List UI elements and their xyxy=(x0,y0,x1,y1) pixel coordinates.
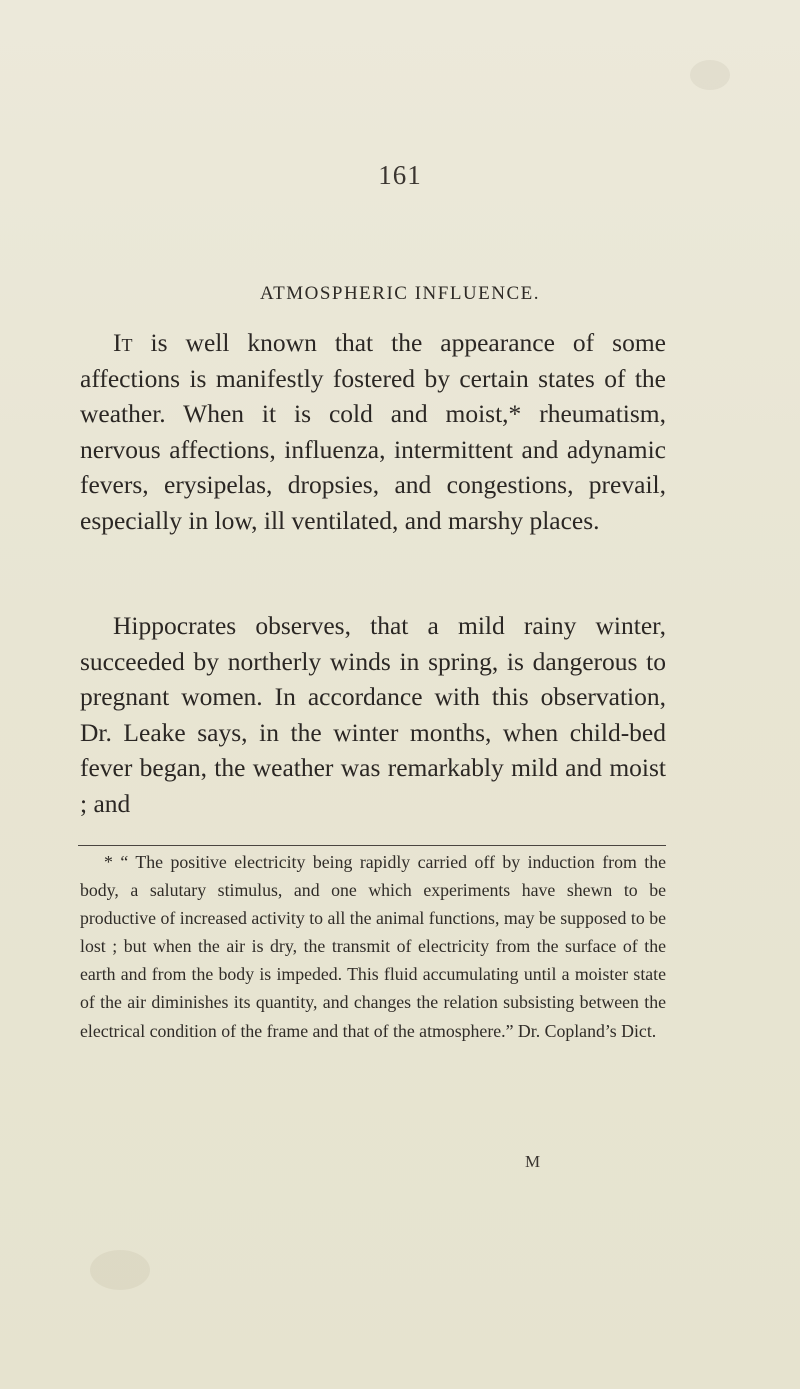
paragraph-1-lead: It xyxy=(113,328,133,357)
footnote xyxy=(80,848,666,1045)
paragraph-1-text: is well known that the appearance of some affections is manifestly fostered by certain states of the weather. When it is cold and moist,* rheumatism, nervous affections, influenza, intermittent and adynamic fevers, erysipelas, dropsies, and congestions, prevail, especially in low, ill ventilated, and marshy places. xyxy=(80,328,666,535)
running-head: ATMOSPHERIC INFLUENCE. xyxy=(259,283,541,304)
footnote-rule xyxy=(78,845,666,846)
paragraph-1 xyxy=(80,325,666,539)
footnote-text: * “ The positive electricity being rapidly carried off by induction from the body, a salutary stimulus, and one which experiments have shewn to be productive of increased activity to all the animal functions, may be supposed to be lost ; but when the air is dry, the transmit of electricity from the surface of the earth and from the body is impeded. This fluid accumulating until a moister state of the air diminishes its quantity, and changes the relation subsisting between the electrical condition of the frame and that of the atmosphere.” Dr. Copland’s Dict. xyxy=(80,852,666,1041)
signature-mark: M xyxy=(525,1152,541,1171)
paragraph-2-text: Hippocrates observes, that a mild rainy winter, succeeded by northerly winds in spring, is dangerous to pregnant women. In accordance with this observation, Dr. Leake says, in the winter months, when child-bed fever began, the weather was remarkably mild and moist ; and xyxy=(80,611,666,818)
paper-stain xyxy=(690,60,730,90)
paragraph-2 xyxy=(80,608,666,822)
page-number: 161 xyxy=(378,160,422,190)
paper-stain xyxy=(90,1250,150,1290)
